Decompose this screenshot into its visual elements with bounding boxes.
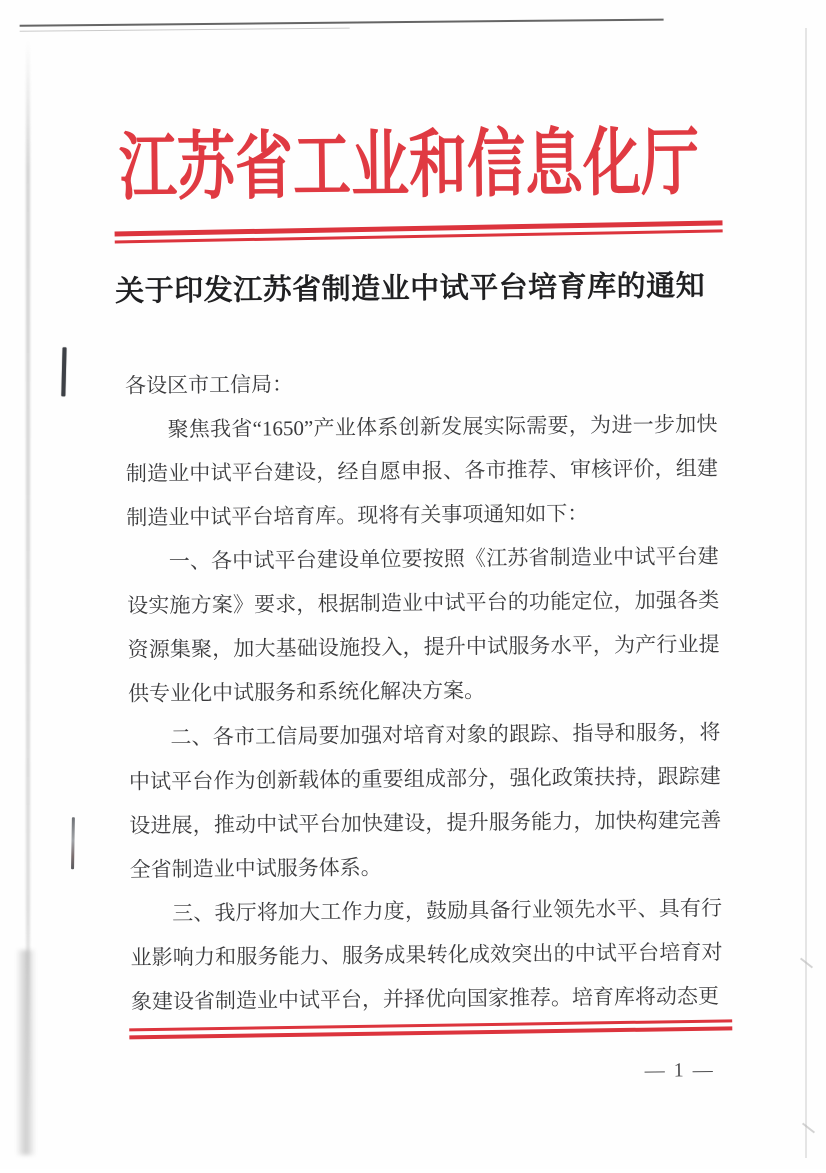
- scan-top-edge-line: [20, 19, 664, 27]
- paragraph-item-3: 三、我厅将加大工作力度，鼓励具备行业领先水平、具有行业影响力和服务能力、服务成果转化成效突出的中试平台培育对象建设省制造业中试平台，并择优向国家推荐。培育库将动态更: [130, 896, 723, 1014]
- agency-letterhead: [0, 120, 822, 212]
- staple-mark-bottom: [71, 817, 75, 869]
- scan-top-edge-line-faint: [20, 28, 350, 32]
- document-body: [125, 358, 723, 1024]
- salutation: 各设区市工信局：: [124, 372, 294, 398]
- staple-mark-top: [61, 347, 66, 396]
- paragraph-item-1: 一、各中试平台建设单位要按照《江苏省制造业中试平台建设实施方案》要求，根据制造业中试平台的功能定位，加强各类资源集聚，加大基础设施投入，提升中试服务水平，为产行业提供专业化中试服务和系统化解决方案。: [127, 544, 720, 706]
- letterhead-separator-line: [115, 220, 723, 243]
- agency-name: 江苏省工业和信息化厅: [118, 120, 700, 210]
- page-number: — 1 —: [644, 1059, 715, 1082]
- paragraph-intro: 聚焦我省“1650”产业体系创新发展实际需要，为进一步加快制造业中试平台建设，经自愿申报、各市推荐、审核评价，组建制造业中试平台培育库。现将有关事项通知如下：: [125, 412, 719, 530]
- paragraph-item-2: 二、各市工信局要加强对培育对象的跟踪、指导和服务，将中试平台作为创新载体的重要组成部分，强化政策扶持，跟踪建设进展，推动中试平台加快建设，提升服务能力，加快构建完善全省制造业中试服务体系。: [128, 720, 722, 882]
- document-title: 关于印发江苏省制造业中试平台培育库的通知: [115, 270, 706, 308]
